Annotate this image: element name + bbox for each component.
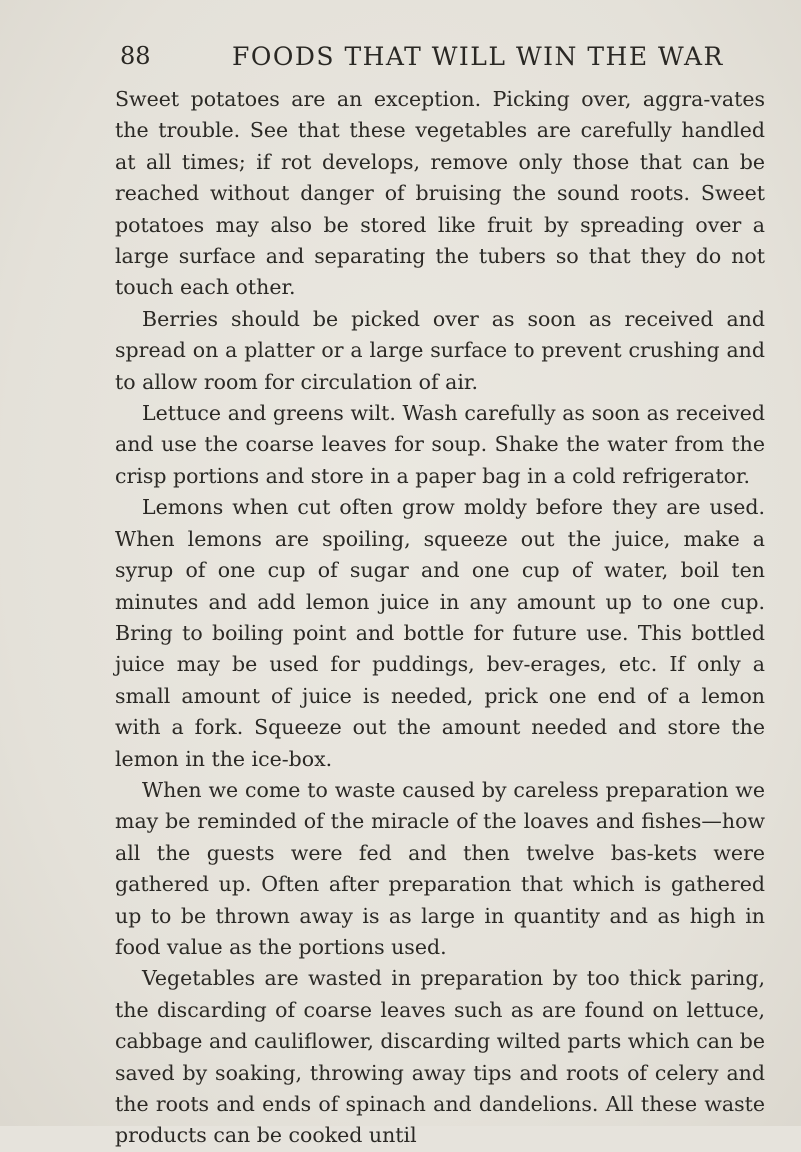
paragraph-waste-preparation: When we come to waste caused by careless preparation we may be reminded of the miracle of the loaves and fishes—how all the guests were fed and then twelve bas-kets were gathered up. Often after preparation that which is gathered up to be thrown away is as large in quantity and as high in food value as the portions used. <box>115 777 765 959</box>
body-text <box>115 84 765 1152</box>
paragraph-vegetables: Vegetables are wasted in preparation by too thick paring, the discarding of coarse leaves such as are found on lettuce, cabbage and cauliflower, discarding wilted parts which can be saved by soaking, throwing away tips and roots of celery and the roots and ends of spinach and dandelions. All these waste products can be cooked until <box>115 966 765 1148</box>
paragraph-sweet-potatoes: Sweet potatoes are an exception. Picking over, aggra-vates the trouble. See that these vegetables are carefully handled at all times; if rot develops, remove only those that can be reached without danger of bruising the sound roots. Sweet potatoes may also be stored like fruit by spreading over a large surface and separating the tubers so that they do not touch each other. <box>115 87 765 300</box>
paragraph-lettuce: Lettuce and greens wilt. Wash carefully as soon as received and use the coarse leaves for soup. Shake the water from the crisp portions and store in a paper bag in a cold refrigerator. <box>115 401 765 488</box>
paragraph-lemons: Lemons when cut often grow moldy before they are used. When lemons are spoiling, squeeze out the juice, make a syrup of one cup of sugar and one cup of water, boil ten minutes and add lemon juice in any amount up to one cup. Bring to boiling point and bottle for future use. This bottled juice may be used for puddings, bev-erages, etc. If only a small amount of juice is needed, prick one end of a lemon with a fork. Squeeze out the amount needed and store the lemon in the ice-box. <box>115 495 765 771</box>
page-number: 88 <box>120 42 151 70</box>
page-header <box>120 42 780 82</box>
paragraph-berries: Berries should be picked over as soon as received and spread on a platter or a large surface to prevent crushing and to allow room for circulation of air. <box>115 306 765 394</box>
running-head: FOODS THAT WILL WIN THE WAR <box>232 42 724 71</box>
